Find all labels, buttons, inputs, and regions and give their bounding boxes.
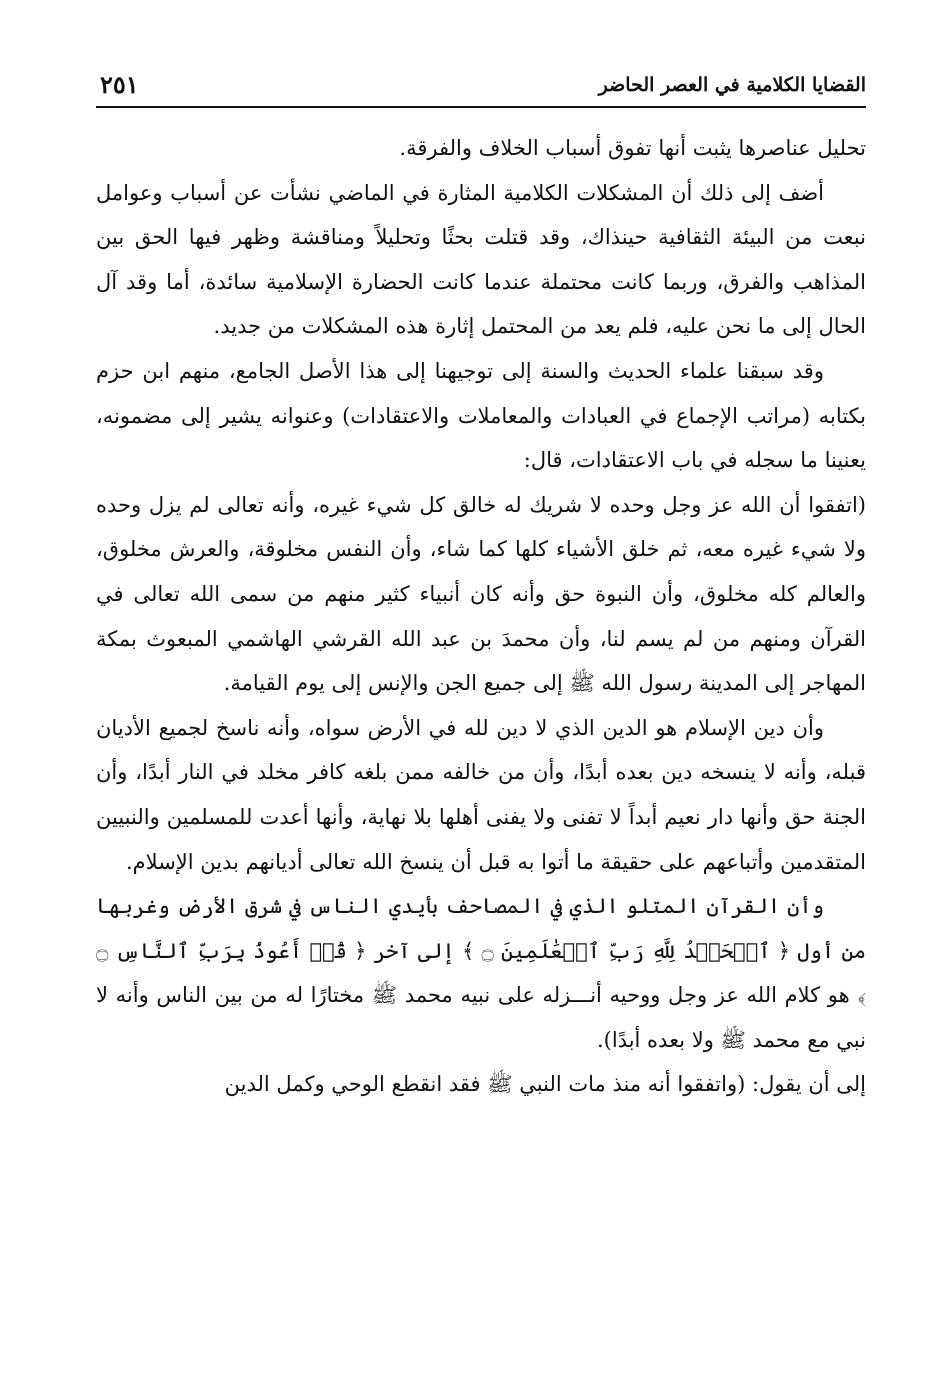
header-rule xyxy=(96,106,866,108)
paragraph-1: تحليل عناصرها يثبت أنها تفوق أسباب الخلاف والفرقة. xyxy=(399,136,866,160)
page-number: ٢٥١ xyxy=(100,70,139,99)
page-header xyxy=(96,70,866,104)
paragraph-4: (اتفقوا أن الله عز وجل وحده لا شريك له خالق كل شيء غيره، وأنه تعالى لم يزل وحده ولا شيء غيره معه، ثم خلق الأشياء كلها كما شاء، وأن النفس مخلوقة، والعرش مخلوق، والعالم كله مخلوق، وأن النبوة حق وأنه كان أنبياء كثير منهم من سمى الله تعالى في القرآن ومنهم من لم يسم لنا، وأن محمدَ بن عبد الله القرشي الهاشمي المبعوث بمكة المهاجر إلى المدينة رسول الله ﷺ إلى جميع الجن والإنس إلى يوم القيامة. xyxy=(96,492,866,696)
paragraph-3: وقد سبقنا علماء الحديث والسنة إلى توجيهنا إلى هذا الأصل الجامع، منهم ابن حزم بكتابه (مراتب الإجماع في العبادات والمعاملات والاعتقادات) وعنوانه يشير إلى مضمونه، يعنينا ما سجله في باب الاعتقادات، قال: xyxy=(96,358,866,473)
paragraph-2: أضف إلى ذلك أن المشكلات الكلامية المثارة في الماضي نشأت عن أسباب وعوامل نبعت من البيئة الثقافية حينذاك، وقد قتلت بحثًا وتحليلاً ومناقشة وظهر فيها الحق بين المذاهب والفرق، وربما كانت محتملة عندما كانت الحضارة الإسلامية سائدة، أما وقد آل الحال إلى ما نحن عليه، فلم يعد من المحتمل إثارة هذه المشكلات من جديد. xyxy=(96,180,866,339)
running-title: القضايا الكلامية في العصر الحاضر xyxy=(598,74,866,96)
paragraph-6: وأن القرآن المتلو الذي في المصاحف بأيدي الناس في شرق الأرض وغربها من أول ﴿ ٱلۡحَمۡدُ لِلَّهِ رَبِّ ٱلۡعَٰلَمِينَ ۝ ﴾ إلى آخر ﴿ قُلۡ أَعُوذُ بِرَبِّ ٱلنَّاسِ ۝ ﴾ هو كلام الله عز وجل ووحيه أنـــزله على نبيه محمد ﷺ مختارًا له من بين الناس وأنه لا نبي مع محمد ﷺ ولا بعده أبدًا). xyxy=(96,894,866,1052)
body-text xyxy=(96,126,866,1107)
paragraph-5: وأن دين الإسلام هو الدين الذي لا دين لله في الأرض سواه، وأنه ناسخ لجميع الأديان قبله، وأنه لا ينسخه دين بعده أبدًا، وأن من خالفه ممن بلغه كافر مخلد في النار أبدًا، وأن الجنة حق وأنها دار نعيم أبداً لا تفنى ولا يفنى أهلها بلا نهاية، وأنها أعدت للمسلمين والنبيين المتقدمين وأتباعهم على حقيقة ما أتوا به قبل أن ينسخ الله تعالى أديانهم بدين الإسلام. xyxy=(96,715,866,874)
paragraph-7: إلى أن يقول: (واتفقوا أنه منذ مات النبي ﷺ فقد انقطع الوحي وكمل الدين xyxy=(224,1072,866,1097)
